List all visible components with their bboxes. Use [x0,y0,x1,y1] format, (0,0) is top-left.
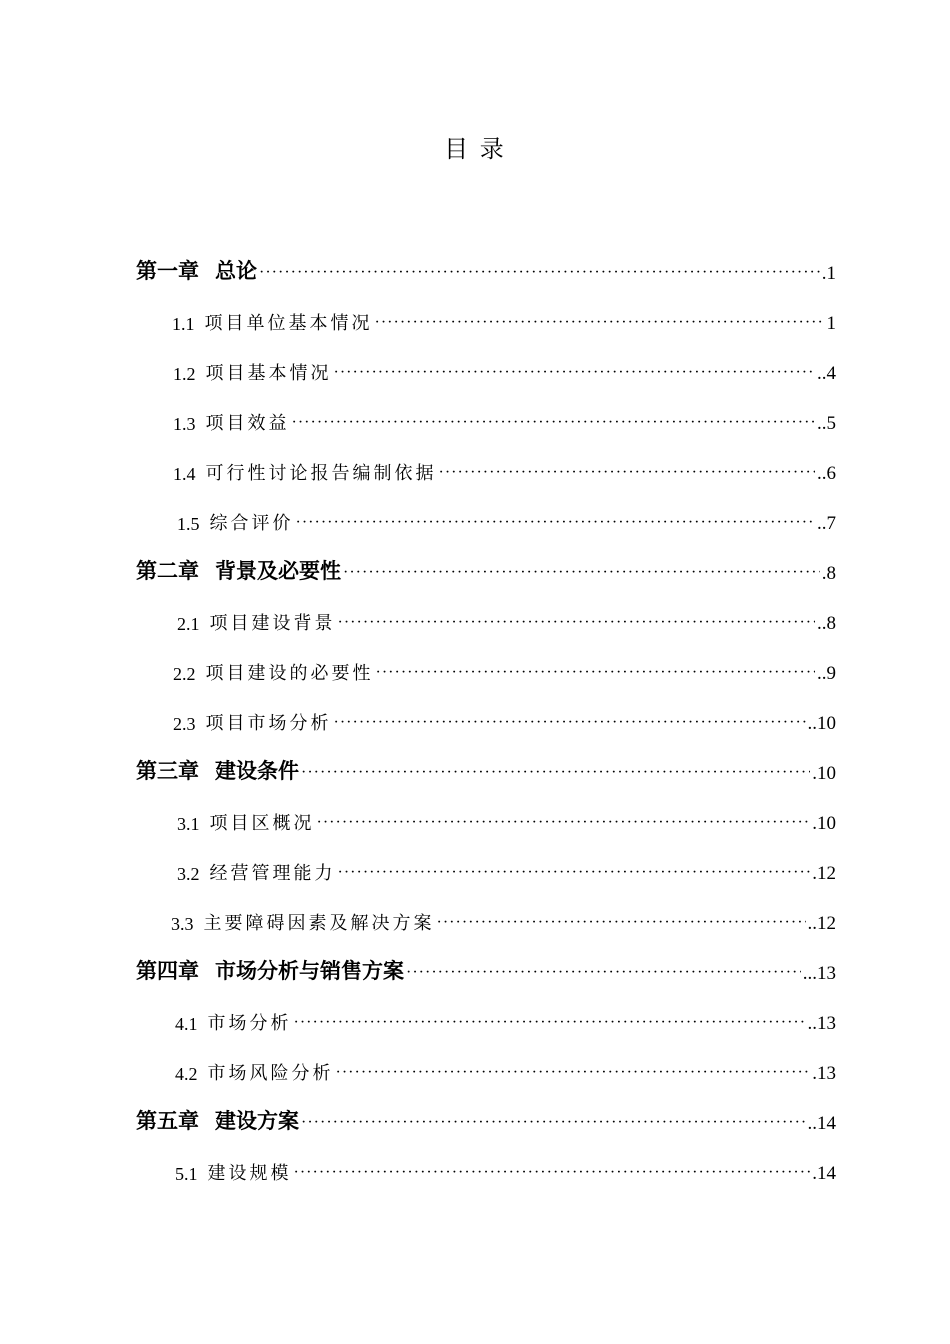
toc-label: 综合评价 [209,513,294,534]
toc-label: 项目单位基本情况 [204,313,373,334]
toc-label: 建设规模 [207,1163,292,1184]
dot-leader [292,414,816,432]
toc-page-number: ..4 [817,363,836,384]
toc-chapter-3[interactable] [136,755,836,785]
toc-number: 第五章 [136,1109,199,1133]
toc-number: 1.3 [173,414,196,434]
toc-section-5-1[interactable] [175,1155,836,1185]
toc-page-number: .8 [821,563,836,584]
toc-page-number: 1 [826,313,836,334]
toc-label: 项目建设背景 [209,613,336,634]
toc-number: 1.5 [177,514,200,534]
dot-leader [439,464,816,482]
toc-label: 市场分析与销售方案 [215,959,404,983]
dot-leader [259,264,820,282]
toc-page-number: ..10 [807,713,836,734]
dot-leader [294,1164,811,1182]
toc-section-2-2[interactable] [173,655,836,685]
toc-section-1-3[interactable] [173,405,836,435]
toc-page-number: .14 [812,1163,836,1184]
dot-leader [334,714,806,732]
dot-leader [301,764,810,782]
toc-chapter-4[interactable] [136,955,836,985]
toc-page-number: ...13 [802,963,836,984]
toc-page-number: ..6 [817,463,836,484]
toc-page-number: .10 [812,763,836,784]
toc-number: 2.3 [173,714,196,734]
toc-page-number: ..9 [817,663,836,684]
toc-chapter-1[interactable] [136,255,836,285]
toc-page-number: ..14 [807,1113,836,1134]
toc-label: 建设方案 [215,1109,299,1133]
dot-leader [294,1014,806,1032]
toc-section-3-3[interactable] [171,905,836,935]
toc-number: 第二章 [136,559,199,583]
toc-page-number: ..8 [817,613,836,634]
dot-leader [296,514,816,532]
toc-number: 2.2 [173,664,196,684]
toc-page-number: ..7 [817,513,836,534]
toc-label: 建设条件 [215,759,299,783]
toc-label: 背景及必要性 [215,559,341,583]
toc-section-3-1[interactable] [177,805,836,835]
toc-number: 1.2 [173,364,196,384]
toc-label: 主要障碍因素及解决方案 [203,913,435,934]
dot-leader [317,814,811,832]
toc-section-4-2[interactable] [175,1055,836,1085]
toc-page-number: .12 [812,863,836,884]
toc-page-number: ..13 [807,1013,836,1034]
toc-page-number: ..12 [807,913,836,934]
toc-number: 4.2 [175,1064,198,1084]
dot-leader [343,564,820,582]
toc-label: 项目区概况 [209,813,315,834]
dot-leader [338,614,816,632]
toc-page-number: .10 [812,813,836,834]
toc-page-number: ..5 [817,413,836,434]
toc-chapter-2[interactable] [136,555,836,585]
toc-number: 3.1 [177,814,200,834]
dot-leader [437,914,806,932]
toc-chapter-5[interactable] [136,1105,836,1135]
toc-number: 3.3 [171,914,194,934]
toc-label: 总论 [215,259,257,283]
toc-section-4-1[interactable] [175,1005,836,1035]
toc-label: 市场分析 [207,1013,292,1034]
dot-leader [406,964,801,982]
dot-leader [376,664,816,682]
toc-section-1-1[interactable] [172,305,836,335]
toc-number: 5.1 [175,1164,198,1184]
toc-page-number: .1 [821,263,836,284]
toc-label: 项目基本情况 [205,363,332,384]
toc-number: 2.1 [177,614,200,634]
toc-label: 可行性讨论报告编制依据 [205,463,437,484]
toc-section-1-5[interactable] [177,505,836,535]
toc-section-1-4[interactable] [173,455,836,485]
toc-section-3-2[interactable] [177,855,836,885]
toc-number: 4.1 [175,1014,198,1034]
toc-number: 1.4 [173,464,196,484]
toc-label: 项目建设的必要性 [205,663,374,684]
toc-label: 市场风险分析 [207,1063,334,1084]
toc-number: 1.1 [172,314,195,334]
page-title: 目 录 [444,135,506,163]
toc-number: 第四章 [136,959,199,983]
toc-page-number: .13 [812,1063,836,1084]
dot-leader [336,1064,811,1082]
toc-section-1-2[interactable] [173,355,836,385]
toc-label: 经营管理能力 [209,863,336,884]
dot-leader [301,1114,806,1132]
toc-section-2-3[interactable] [173,705,836,735]
dot-leader [334,364,816,382]
toc-label: 项目市场分析 [205,713,332,734]
dot-leader [375,314,825,332]
dot-leader [338,864,811,882]
toc-label: 项目效益 [205,413,290,434]
toc-number: 第三章 [136,759,199,783]
toc-number: 3.2 [177,864,200,884]
toc-section-2-1[interactable] [177,605,836,635]
toc-number: 第一章 [136,259,199,283]
